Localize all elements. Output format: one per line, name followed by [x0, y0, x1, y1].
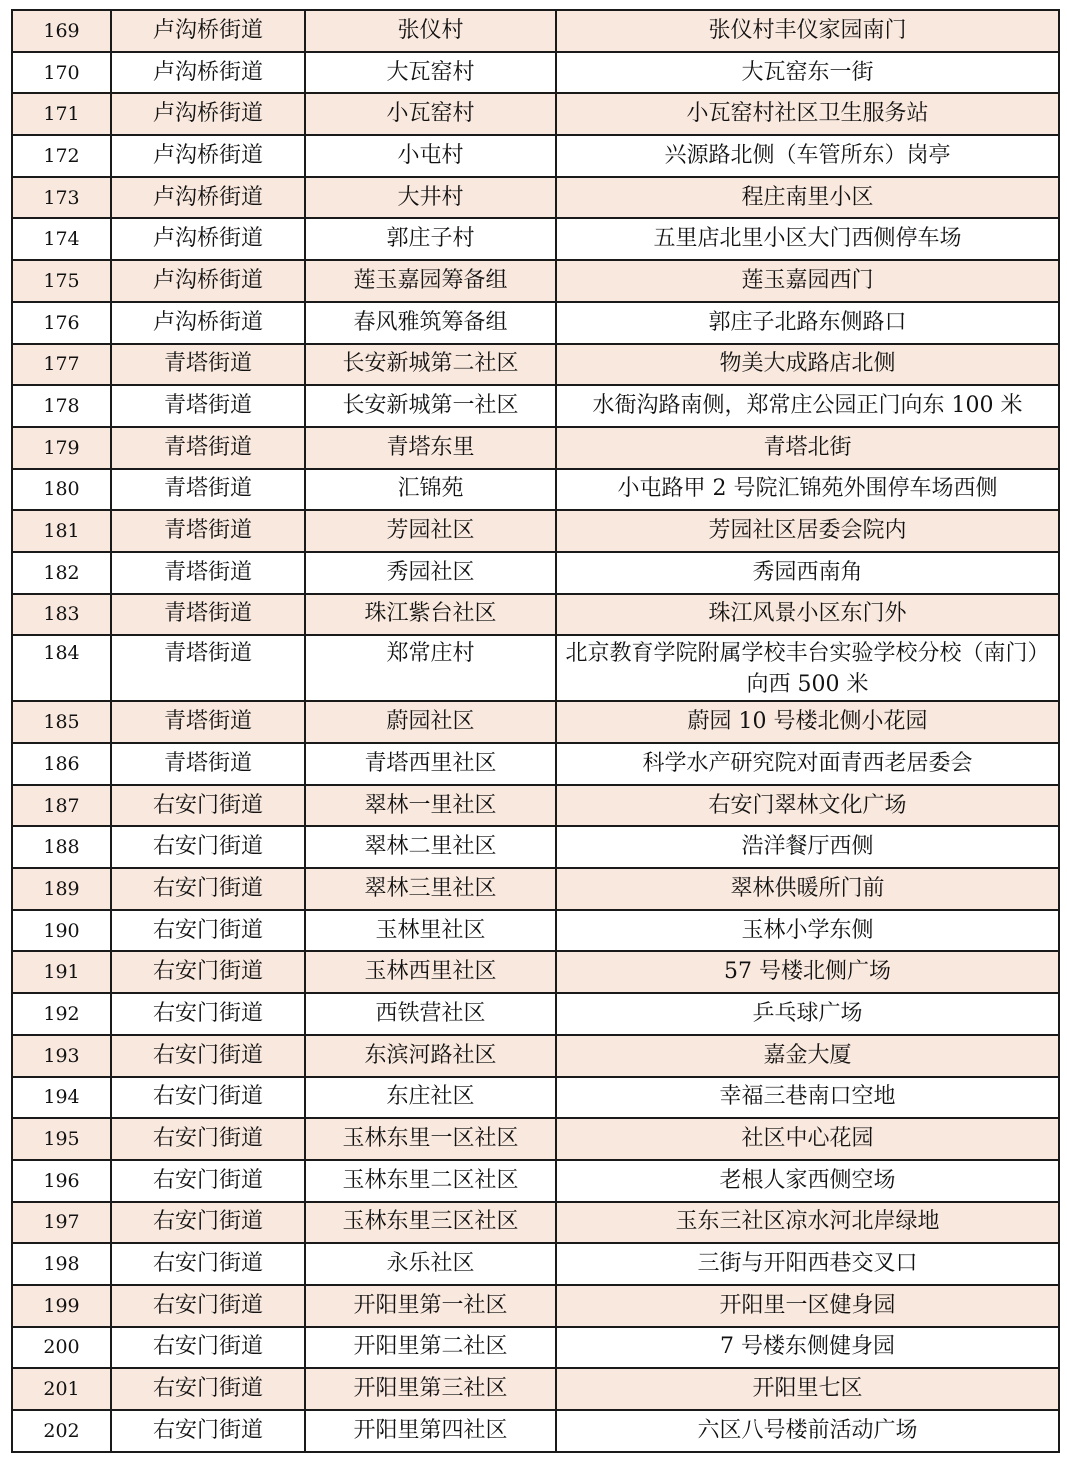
street-cell: 青塔街道: [111, 552, 305, 594]
table-row: [12, 826, 1059, 868]
location-cell: 蔚园 10 号楼北侧小花园: [556, 701, 1059, 743]
community-cell: 玉林东里一区社区: [305, 1118, 556, 1160]
community-cell: 东庄社区: [305, 1077, 556, 1119]
row-number-cell: 192: [12, 993, 111, 1035]
community-cell: 青塔西里社区: [305, 743, 556, 785]
row-number-cell: 179: [12, 427, 111, 469]
table-row: [12, 743, 1059, 785]
community-cell: 郑常庄村: [305, 635, 556, 701]
row-number-cell: 178: [12, 385, 111, 427]
street-cell: 右安门街道: [111, 1243, 305, 1285]
street-cell: 右安门街道: [111, 993, 305, 1035]
community-cell: 玉林东里二区社区: [305, 1160, 556, 1202]
row-number-cell: 186: [12, 743, 111, 785]
table-body: [12, 10, 1059, 1452]
location-cell: 玉林小学东侧: [556, 910, 1059, 952]
row-number-cell: 201: [12, 1368, 111, 1410]
community-cell: 春风雅筑筹备组: [305, 302, 556, 344]
row-number-cell: 175: [12, 260, 111, 302]
location-cell: 水衙沟路南侧，郑常庄公园正门向东 100 米: [556, 385, 1059, 427]
location-cell: 六区八号楼前活动广场: [556, 1410, 1059, 1452]
community-cell: 翠林一里社区: [305, 785, 556, 827]
row-number-cell: 172: [12, 135, 111, 177]
location-cell: 乒乓球广场: [556, 993, 1059, 1035]
row-number-cell: 183: [12, 594, 111, 636]
street-cell: 右安门街道: [111, 1285, 305, 1327]
street-cell: 卢沟桥街道: [111, 218, 305, 260]
row-number-cell: 194: [12, 1077, 111, 1119]
street-cell: 右安门街道: [111, 1118, 305, 1160]
table-row: [12, 302, 1059, 344]
location-cell: 兴源路北侧（车管所东）岗亭: [556, 135, 1059, 177]
location-cell: 物美大成路店北侧: [556, 344, 1059, 386]
table-row: [12, 177, 1059, 219]
community-cell: 玉林西里社区: [305, 951, 556, 993]
street-cell: 青塔街道: [111, 701, 305, 743]
table-row: [12, 1410, 1059, 1452]
table-row: [12, 635, 1059, 701]
community-cell: 开阳里第三社区: [305, 1368, 556, 1410]
community-cell: 西铁营社区: [305, 993, 556, 1035]
row-number-cell: 188: [12, 826, 111, 868]
street-cell: 青塔街道: [111, 385, 305, 427]
community-cell: 芳园社区: [305, 510, 556, 552]
sites-table: [11, 9, 1060, 1453]
location-cell: 浩洋餐厅西侧: [556, 826, 1059, 868]
street-cell: 青塔街道: [111, 594, 305, 636]
table-row: [12, 135, 1059, 177]
street-cell: 青塔街道: [111, 469, 305, 511]
community-cell: 永乐社区: [305, 1243, 556, 1285]
street-cell: 卢沟桥街道: [111, 52, 305, 94]
row-number-cell: 177: [12, 344, 111, 386]
table-row: [12, 260, 1059, 302]
community-cell: 开阳里第四社区: [305, 1410, 556, 1452]
table-row: [12, 1285, 1059, 1327]
location-cell: 程庄南里小区: [556, 177, 1059, 219]
community-cell: 翠林二里社区: [305, 826, 556, 868]
location-cell: 青塔北街: [556, 427, 1059, 469]
table-row: [12, 910, 1059, 952]
community-cell: 小瓦窑村: [305, 93, 556, 135]
community-cell: 莲玉嘉园筹备组: [305, 260, 556, 302]
location-cell: 秀园西南角: [556, 552, 1059, 594]
community-cell: 翠林三里社区: [305, 868, 556, 910]
community-cell: 开阳里第二社区: [305, 1327, 556, 1369]
location-cell: 社区中心花园: [556, 1118, 1059, 1160]
row-number-cell: 197: [12, 1202, 111, 1244]
location-cell: 芳园社区居委会院内: [556, 510, 1059, 552]
table-row: [12, 993, 1059, 1035]
table-row: [12, 785, 1059, 827]
community-cell: 大瓦窑村: [305, 52, 556, 94]
street-cell: 青塔街道: [111, 510, 305, 552]
table-row: [12, 52, 1059, 94]
location-cell: 右安门翠林文化广场: [556, 785, 1059, 827]
row-number-cell: 191: [12, 951, 111, 993]
row-number-cell: 193: [12, 1035, 111, 1077]
location-cell: 玉东三社区凉水河北岸绿地: [556, 1202, 1059, 1244]
street-cell: 卢沟桥街道: [111, 302, 305, 344]
community-cell: 玉林东里三区社区: [305, 1202, 556, 1244]
table-row: [12, 1035, 1059, 1077]
row-number-cell: 176: [12, 302, 111, 344]
street-cell: 右安门街道: [111, 1077, 305, 1119]
table-row: [12, 701, 1059, 743]
row-number-cell: 187: [12, 785, 111, 827]
community-cell: 东滨河路社区: [305, 1035, 556, 1077]
row-number-cell: 196: [12, 1160, 111, 1202]
community-cell: 蔚园社区: [305, 701, 556, 743]
location-cell: 小瓦窑村社区卫生服务站: [556, 93, 1059, 135]
street-cell: 右安门街道: [111, 1160, 305, 1202]
location-cell: 开阳里七区: [556, 1368, 1059, 1410]
community-cell: 张仪村: [305, 10, 556, 52]
table-row: [12, 1368, 1059, 1410]
table-row: [12, 1243, 1059, 1285]
location-cell: 北京教育学院附属学校丰台实验学校分校（南门）向西 500 米: [556, 635, 1059, 701]
community-cell: 开阳里第一社区: [305, 1285, 556, 1327]
row-number-cell: 184: [12, 635, 111, 701]
location-cell: 幸福三巷南口空地: [556, 1077, 1059, 1119]
row-number-cell: 199: [12, 1285, 111, 1327]
location-cell: 老根人家西侧空场: [556, 1160, 1059, 1202]
location-cell: 张仪村丰仪家园南门: [556, 10, 1059, 52]
street-cell: 卢沟桥街道: [111, 260, 305, 302]
street-cell: 右安门街道: [111, 1035, 305, 1077]
row-number-cell: 195: [12, 1118, 111, 1160]
row-number-cell: 190: [12, 910, 111, 952]
table-row: [12, 951, 1059, 993]
street-cell: 青塔街道: [111, 635, 305, 701]
row-number-cell: 189: [12, 868, 111, 910]
community-cell: 郭庄子村: [305, 218, 556, 260]
row-number-cell: 173: [12, 177, 111, 219]
table-row: [12, 1160, 1059, 1202]
street-cell: 卢沟桥街道: [111, 93, 305, 135]
location-cell: 57 号楼北侧广场: [556, 951, 1059, 993]
street-cell: 右安门街道: [111, 868, 305, 910]
street-cell: 青塔街道: [111, 743, 305, 785]
community-cell: 长安新城第二社区: [305, 344, 556, 386]
street-cell: 右安门街道: [111, 826, 305, 868]
street-cell: 右安门街道: [111, 1410, 305, 1452]
location-cell: 五里店北里小区大门西侧停车场: [556, 218, 1059, 260]
street-cell: 卢沟桥街道: [111, 10, 305, 52]
row-number-cell: 170: [12, 52, 111, 94]
street-cell: 右安门街道: [111, 1327, 305, 1369]
table-row: [12, 552, 1059, 594]
row-number-cell: 198: [12, 1243, 111, 1285]
community-cell: 汇锦苑: [305, 469, 556, 511]
location-cell: 科学水产研究院对面青西老居委会: [556, 743, 1059, 785]
street-cell: 青塔街道: [111, 427, 305, 469]
location-cell: 开阳里一区健身园: [556, 1285, 1059, 1327]
row-number-cell: 174: [12, 218, 111, 260]
row-number-cell: 200: [12, 1327, 111, 1369]
table-row: [12, 1077, 1059, 1119]
community-cell: 玉林里社区: [305, 910, 556, 952]
row-number-cell: 171: [12, 93, 111, 135]
table-row: [12, 1202, 1059, 1244]
location-cell: 珠江风景小区东门外: [556, 594, 1059, 636]
table-row: [12, 385, 1059, 427]
table-row: [12, 469, 1059, 511]
street-cell: 卢沟桥街道: [111, 177, 305, 219]
table-row: [12, 218, 1059, 260]
row-number-cell: 202: [12, 1410, 111, 1452]
table-row: [12, 594, 1059, 636]
table-row: [12, 344, 1059, 386]
community-cell: 珠江紫台社区: [305, 594, 556, 636]
street-cell: 右安门街道: [111, 1202, 305, 1244]
row-number-cell: 169: [12, 10, 111, 52]
street-cell: 右安门街道: [111, 910, 305, 952]
location-cell: 小屯路甲 2 号院汇锦苑外围停车场西侧: [556, 469, 1059, 511]
street-cell: 青塔街道: [111, 344, 305, 386]
table-row: [12, 1118, 1059, 1160]
table-row: [12, 93, 1059, 135]
table-row: [12, 868, 1059, 910]
community-cell: 长安新城第一社区: [305, 385, 556, 427]
table-row: [12, 10, 1059, 52]
row-number-cell: 185: [12, 701, 111, 743]
location-cell: 三街与开阳西巷交叉口: [556, 1243, 1059, 1285]
table-row: [12, 510, 1059, 552]
location-cell: 郭庄子北路东侧路口: [556, 302, 1059, 344]
street-cell: 卢沟桥街道: [111, 135, 305, 177]
street-cell: 右安门街道: [111, 1368, 305, 1410]
community-cell: 小屯村: [305, 135, 556, 177]
table-row: [12, 1327, 1059, 1369]
location-cell: 7 号楼东侧健身园: [556, 1327, 1059, 1369]
row-number-cell: 181: [12, 510, 111, 552]
table-row: [12, 427, 1059, 469]
location-cell: 莲玉嘉园西门: [556, 260, 1059, 302]
street-cell: 右安门街道: [111, 785, 305, 827]
location-cell: 嘉金大厦: [556, 1035, 1059, 1077]
street-cell: 右安门街道: [111, 951, 305, 993]
location-cell: 大瓦窑东一街: [556, 52, 1059, 94]
row-number-cell: 180: [12, 469, 111, 511]
community-cell: 青塔东里: [305, 427, 556, 469]
location-cell: 翠林供暖所门前: [556, 868, 1059, 910]
community-cell: 秀园社区: [305, 552, 556, 594]
community-cell: 大井村: [305, 177, 556, 219]
row-number-cell: 182: [12, 552, 111, 594]
